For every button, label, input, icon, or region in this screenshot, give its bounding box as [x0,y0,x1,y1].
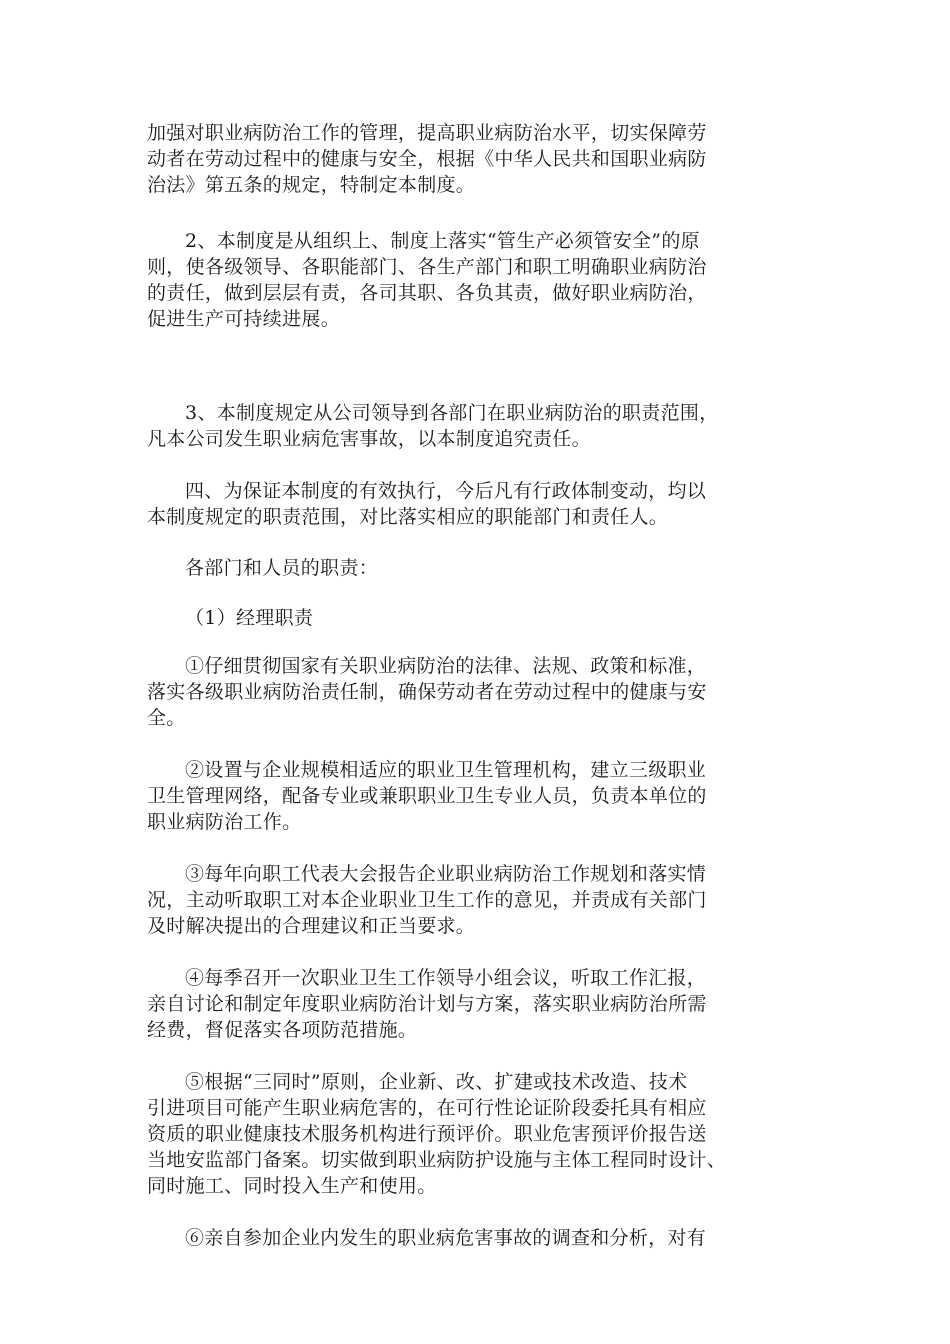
text-line: ⑥亲自参加企业内发生的职业病危害事故的调查和分析，对有 [185,1227,707,1249]
text-line: 资质的职业健康技术服务机构进行预评价。职业危害预评价报告送 [147,1123,707,1145]
text-line: 落实各级职业病防治责任制，确保劳动者在劳动过程中的健康与安 [147,681,707,703]
text-line: 3、本制度规定从公司领导到各部门在职业病防治的职责范围， [185,402,719,424]
text-line: 同时施工、同时投入生产和使用。 [147,1175,437,1197]
paragraph-item-1 [147,653,812,731]
text-line: ⑤根据“三同时”原则，企业新、改、扩建或技术改造、技术 [185,1071,688,1093]
paragraph-item-3 [147,861,812,939]
paragraph-4 [147,478,812,530]
text-line: ④每季召开一次职业卫生工作领导小组会议，听取工作汇报， [185,967,707,989]
paragraph-intro [147,120,812,198]
text-line: 况，主动听取职工对本企业职业卫生工作的意见，并责成有关部门 [147,889,707,911]
text-line: 的责任，做到层层有责，各司其职、各负其责，做好职业病防治， [147,282,707,304]
text-line: 当地安监部门备案。切实做到职业病防护设施与主体工程同时设计、 [147,1149,727,1171]
text-line: 则，使各级领导、各职能部门、各生产部门和职工明确职业病防治 [147,256,707,278]
text-line: ③每年向职工代表大会报告企业职业病防治工作规划和落实情 [185,863,707,885]
text-line: ②设置与企业规模相适应的职业卫生管理机构，建立三级职业 [185,759,707,781]
paragraph-item-5 [147,1069,812,1199]
text-line: 职业病防治工作。 [147,811,302,833]
text-line: 凡本公司发生职业病危害事故，以本制度追究责任。 [147,428,591,450]
text-line: 引进项目可能产生职业病危害的，在可行性论证阶段委托具有相应 [147,1097,707,1119]
text-line: 2、本制度是从组织上、制度上落实“管生产必须管安全”的原 [185,230,700,252]
paragraph-item-2 [147,757,812,835]
text-line: 全。 [147,707,186,729]
text-line: 四、为保证本制度的有效执行，今后凡有行政体制变动，均以 [185,480,707,502]
paragraph-item-6 [147,1225,812,1251]
text-line: （1）经理职责 [185,607,314,629]
text-line: 经费，督促落实各项防范措施。 [147,1019,418,1041]
text-line: 本制度规定的职责范围，对比落实相应的职能部门和责任人。 [147,506,669,528]
text-line: ①仔细贯彻国家有关职业病防治的法律、法规、政策和标准， [185,655,707,677]
text-line: 各部门和人员的职责： [185,557,379,579]
text-line: 动者在劳动过程中的健康与安全，根据《中华人民共和国职业病防 [147,148,707,170]
paragraph-2 [147,228,812,332]
paragraph-item-4 [147,965,812,1043]
text-line: 卫生管理网络，配备专业或兼职职业卫生专业人员，负责本单位的 [147,785,707,807]
text-line: 及时解决提出的合理建议和正当要求。 [147,915,476,937]
text-line: 治法》第五条的规定，特制定本制度。 [147,174,476,196]
text-line: 加强对职业病防治工作的管理，提高职业病防治水平，切实保障劳 [147,122,707,144]
paragraph-3 [147,400,812,452]
text-line: 亲自讨论和制定年度职业病防治计划与方案，落实职业病防治所需 [147,993,707,1015]
paragraph-duties-heading [147,555,812,581]
paragraph-manager-heading [147,605,812,631]
text-line: 促进生产可持续进展。 [147,308,341,330]
